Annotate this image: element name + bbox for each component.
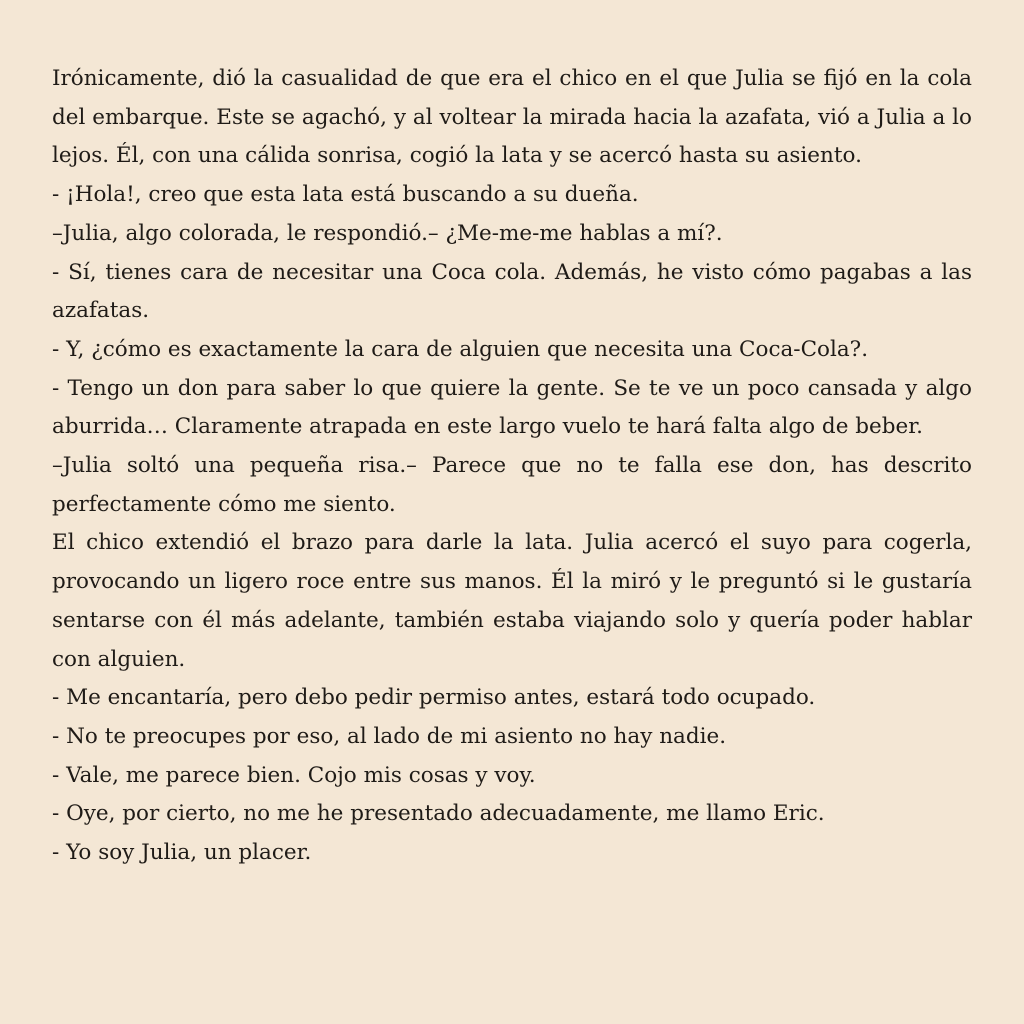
dialogue-line: - Oye, por cierto, no me he presentado adecuadamente, me llamo Eric. [52,801,825,827]
dialogue-line: - No te preocupes por eso, al lado de mi asiento no hay nadie. [52,723,727,749]
story-text [52,60,972,873]
dialogue-line: - Me encantaría, pero debo pedir permiso antes, estará todo ocupado. [52,685,816,711]
paragraph-narration-1: Irónicamente, dió la casualidad de que era el chico en el que Julia se fijó en la cola del embarque. Este se agachó, y al voltear la mirada hacia la azafata, vió a Julia a lo lejos. Él, con una cálida sonrisa, cogió la lata y se acercó hasta su asiento. [52,66,972,169]
dialogue-line: - Sí, tienes cara de necesitar una Coca cola. Además, he visto cómo pagabas a las azafatas. [52,259,972,324]
dialogue-line: - Y, ¿cómo es exactamente la cara de alguien que necesita una Coca-Cola?. [52,336,869,362]
paragraph-narration-2: El chico extendió el brazo para darle la lata. Julia acercó el suyo para cogerla, provocando un ligero roce entre sus manos. Él la miró y le preguntó si le gustaría sentarse con él más adelante, también estaba viajando solo y quería poder hablar con alguien. [52,530,972,672]
dialogue-line: - ¡Hola!, creo que esta lata está buscando a su dueña. [52,182,639,208]
dialogue-line: - Vale, me parece bien. Cojo mis cosas y voy. [52,762,536,788]
dialogue-line: - Tengo un don para saber lo que quiere la gente. Se te ve un poco cansada y algo aburrida… Claramente atrapada en este largo vuelo te hará falta algo de beber. [52,375,972,440]
dialogue-line: - Yo soy Julia, un placer. [52,840,312,866]
dialogue-line: –Julia soltó una pequeña risa.– Parece que no te falla ese don, has descrito perfectamente cómo me siento. [52,453,972,517]
dialogue-line: –Julia, algo colorada, le respondió.– ¿Me-me-me hablas a mí?. [52,220,723,246]
